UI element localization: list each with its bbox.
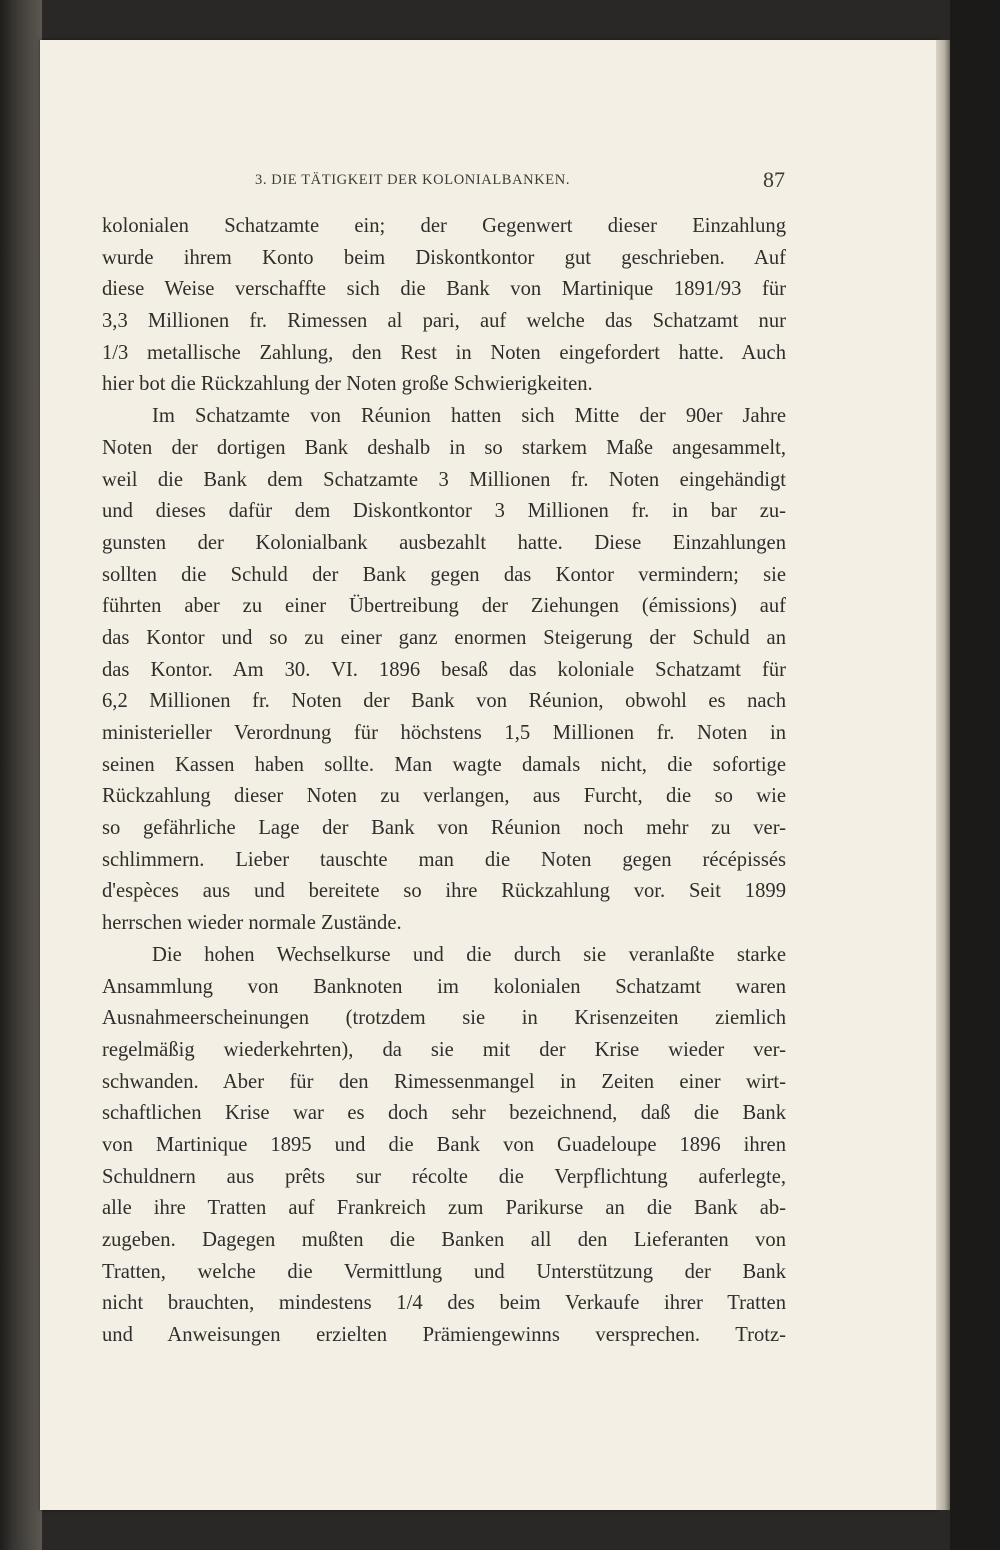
text-line: 3,3 Millionen fr. Rimessen al pari, auf welche das Schatzamt nur bbox=[102, 310, 786, 333]
text-line: Im Schatzamte von Réunion hatten sich Mitte der 90er Jahre bbox=[152, 405, 786, 428]
page-header bbox=[255, 165, 785, 195]
text-line: Tratten, welche die Vermittlung und Unterstützung der Bank bbox=[102, 1260, 786, 1283]
text-line: nicht brauchten, mindestens 1/4 des beim Verkaufe ihrer Tratten bbox=[102, 1292, 786, 1315]
body-text bbox=[102, 211, 786, 1352]
text-line: weil die Bank dem Schatzamte 3 Millionen fr. Noten eingehändigt bbox=[102, 468, 786, 491]
text-line: kolonialen Schatzamte ein; der Gegenwert dieser Einzahlung bbox=[102, 215, 786, 237]
text-line: wurde ihrem Konto beim Diskontkontor gut geschrieben. Auf bbox=[102, 246, 786, 269]
text-line: schaftlichen Krise war es doch sehr bezeichnend, daß die Bank bbox=[102, 1102, 786, 1125]
text-line: Die hohen Wechselkurse und die durch sie veranlaßte starke bbox=[152, 943, 786, 966]
text-line: von Martinique 1895 und die Bank von Guadeloupe 1896 ihren bbox=[102, 1133, 786, 1156]
text-line: regelmäßig wiederkehrten), da sie mit der Krise wieder ver- bbox=[102, 1038, 786, 1061]
page-number: 87 bbox=[763, 167, 785, 192]
text-line: 6,2 Millionen fr. Noten der Bank von Réunion, obwohl es nach bbox=[102, 690, 786, 713]
text-line: gunsten der Kolonialbank ausbezahlt hatte. Diese Einzahlungen bbox=[102, 531, 786, 554]
text-line: diese Weise verschaffte sich die Bank von Martinique 1891/93 für bbox=[102, 278, 786, 301]
text-line: seinen Kassen haben sollte. Man wagte damals nicht, die sofortige bbox=[102, 753, 786, 776]
text-line: 1/3 metallische Zahlung, den Rest in Noten eingefordert hatte. Auch bbox=[102, 341, 786, 364]
text-line: zugeben. Dagegen mußten die Banken all den Lieferanten von bbox=[102, 1229, 786, 1251]
text-line: Schuldnern aus prêts sur récolte die Verpflichtung auferlegte, bbox=[102, 1165, 786, 1188]
text-line: führten aber zu einer Übertreibung der Ziehungen (émissions) auf bbox=[102, 595, 786, 618]
text-line: Ansammlung von Banknoten im kolonialen Schatzamt waren bbox=[102, 975, 786, 998]
text-line: alle ihre Tratten auf Frankreich zum Parikurse an die Bank ab- bbox=[102, 1197, 786, 1220]
text-line: Ausnahmeerscheinungen (trotzdem sie in Krisenzeiten ziemlich bbox=[102, 1007, 786, 1030]
text-line: das Kontor. Am 30. VI. 1896 besaß das koloniale Schatzamt für bbox=[102, 658, 786, 681]
text-line: das Kontor und so zu einer ganz enormen Steigerung der Schuld an bbox=[102, 626, 786, 649]
text-line: schlimmern. Lieber tauschte man die Noten gegen récépissés bbox=[102, 848, 786, 871]
text-line: und Anweisungen erzielten Prämiengewinns versprechen. Trotz- bbox=[102, 1324, 786, 1347]
text-line: Rückzahlung dieser Noten zu verlangen, aus Furcht, die so wie bbox=[102, 785, 786, 808]
running-head: 3. DIE TÄTIGKEIT DER KOLONIALBANKEN. bbox=[255, 172, 571, 188]
text-line: so gefährliche Lage der Bank von Réunion noch mehr zu ver- bbox=[102, 817, 786, 840]
text-line: ministerieller Verordnung für höchstens 1,5 Millionen fr. Noten in bbox=[102, 722, 786, 744]
text-line: hier bot die Rückzahlung der Noten große Schwierigkeiten. bbox=[102, 373, 593, 396]
text-line: d'espèces aus und bereitete so ihre Rückzahlung vor. Seit 1899 bbox=[102, 880, 786, 903]
text-line: sollten die Schuld der Bank gegen das Kontor vermindern; sie bbox=[102, 563, 786, 586]
page-fore-edge bbox=[936, 40, 950, 1510]
facing-page-edge bbox=[0, 0, 42, 1550]
text-line: schwanden. Aber für den Rimessenmangel in Zeiten einer wirt- bbox=[102, 1070, 786, 1093]
text-line: Noten der dortigen Bank deshalb in so starkem Maße angesammelt, bbox=[102, 436, 786, 459]
text-line: herrschen wieder normale Zustände. bbox=[102, 912, 402, 935]
scan-background bbox=[950, 0, 1000, 1550]
text-line: und dieses dafür dem Diskontkontor 3 Millionen fr. in bar zu- bbox=[102, 500, 786, 523]
